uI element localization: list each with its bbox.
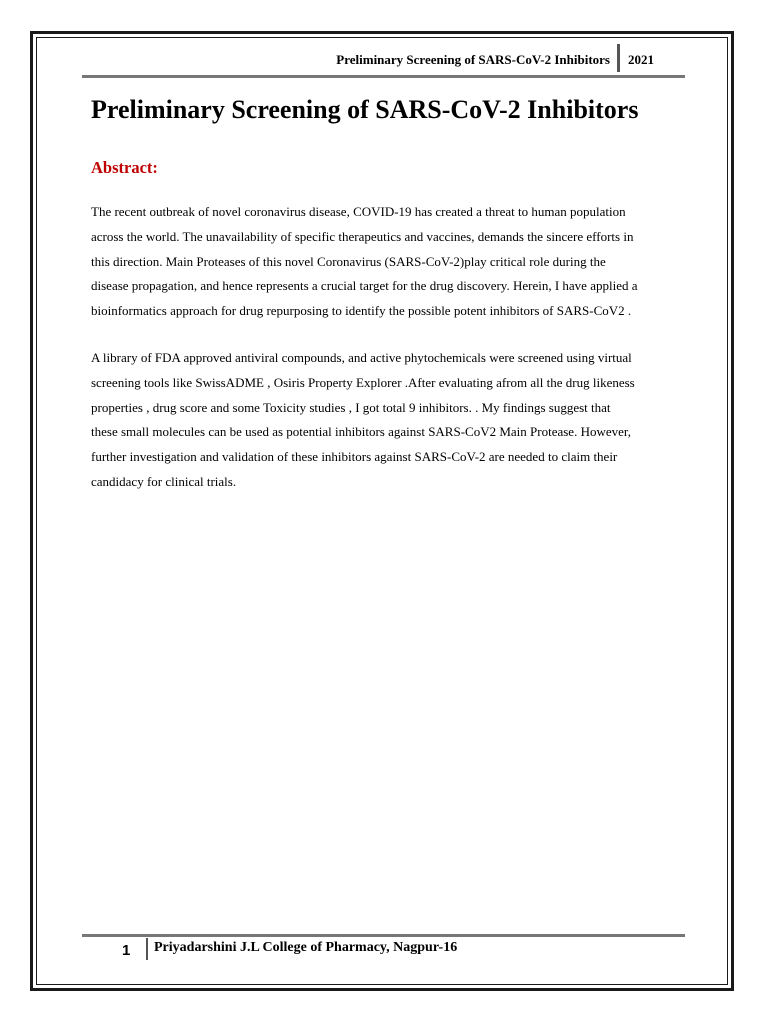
running-title: Preliminary Screening of SARS-CoV-2 Inhibitors [336, 52, 610, 67]
page-header [336, 48, 684, 72]
paragraph-line: bioinformatics approach for drug repurposing to identify the possible potent inhibitors of SARS-CoV2 . [91, 303, 632, 319]
footer-rule [82, 934, 685, 937]
footer-institution: Priyadarshini J.L College of Pharmacy, Nagpur-16 [154, 940, 458, 955]
header-year: 2021 [628, 52, 654, 67]
paragraph-line: across the world. The unavailability of specific therapeutics and vaccines, demands the sincere efforts in [91, 228, 634, 244]
abstract-heading: Abstract: [91, 158, 158, 177]
abstract-paragraph-1 [91, 200, 681, 324]
paragraph-line: A library of FDA approved antiviral compounds, and active phytochemicals were screened using virtual [91, 350, 632, 365]
paragraph-line: disease propagation, and hence represents a crucial target for the drug discovery. Herein, I have applied a [91, 278, 638, 294]
page-border-inner [36, 37, 728, 985]
page-footer [122, 938, 457, 960]
paragraph-line: this direction. Main Proteases of this novel Coronavirus (SARS-CoV-2)play critical role during the [91, 253, 606, 269]
paragraph-line: candidacy for clinical trials. [91, 473, 237, 489]
paragraph-line: properties , drug score and some Toxicity studies , I got total 9 inhibitors. . My findings suggest that [91, 399, 611, 415]
document-title: Preliminary Screening of SARS-CoV-2 Inhibitors [91, 95, 639, 124]
page-number: 1 [122, 942, 131, 959]
paragraph-line: these small molecules can be used as potential inhibitors against SARS-CoV2 Main Protease. However, [91, 424, 631, 440]
paragraph-line: The recent outbreak of novel coronavirus disease, COVID-19 has created a threat to human population [91, 204, 626, 219]
abstract-paragraph-2 [91, 346, 681, 495]
footer-divider [146, 938, 148, 960]
header-rule [82, 75, 685, 78]
paragraph-line: further investigation and validation of these inhibitors against SARS-CoV-2 are needed to claim their [91, 449, 618, 465]
paragraph-line: screening tools like SwissADME , Osiris Property Explorer .After evaluating afrom all the drug likeness [91, 374, 635, 390]
